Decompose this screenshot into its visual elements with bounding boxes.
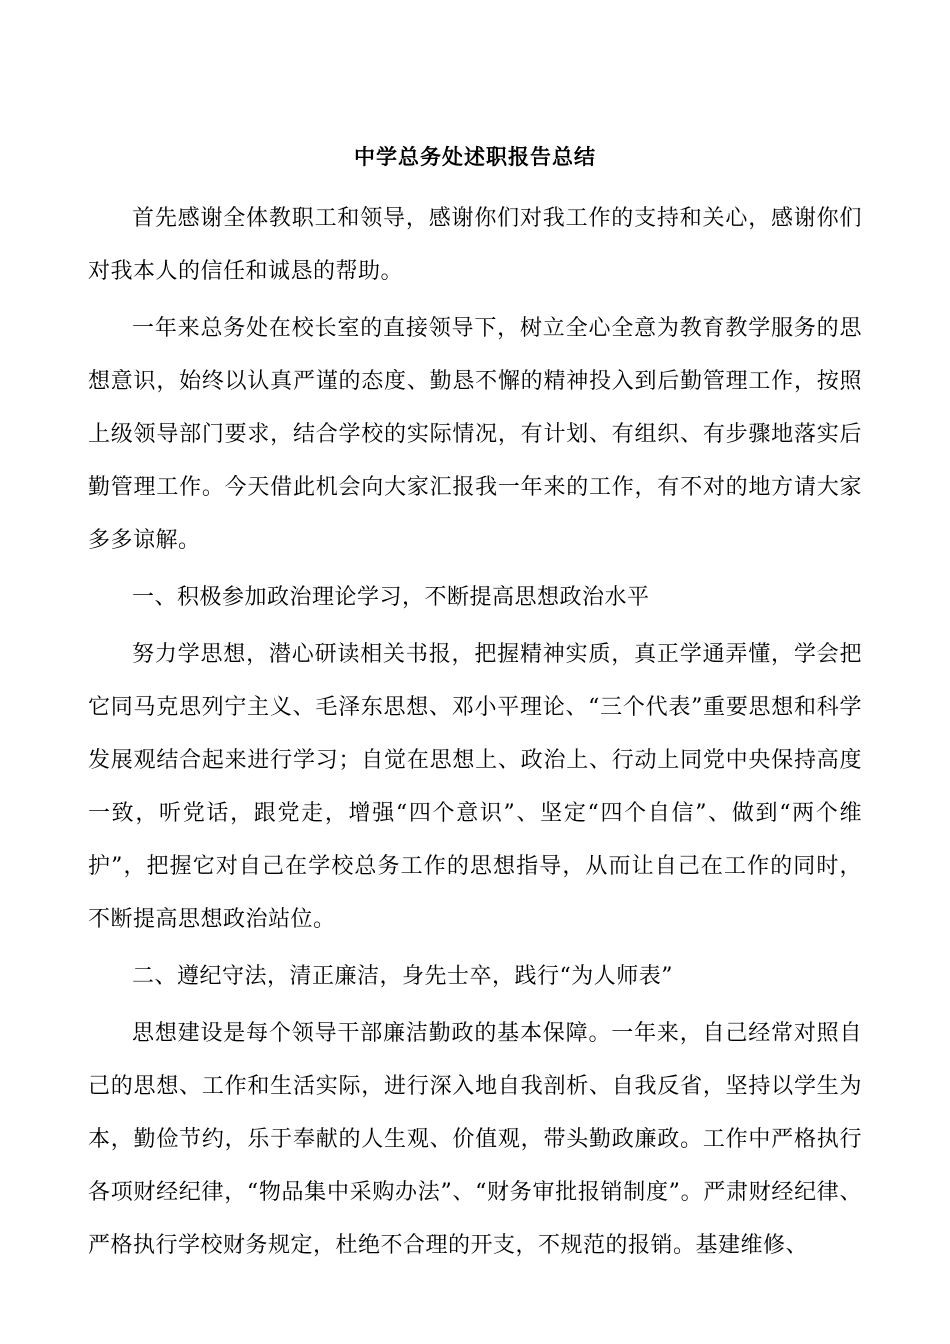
section-heading-2: 二、遵纪守法，清正廉洁，身先士卒，践行“为人师表” [132, 964, 673, 989]
section-2-paragraph: 思想建设是每个领导干部廉洁勤政的基本保障。一年来，自己经常对照自己的思想、工作和生活实际，进行深入地自我剖析、自我反省，坚持以学生为本，勤俭节约，乐于奉献的人生观、价值观，带头勤政廉政。工作中严格执行各项财经纪律，“物品集中采购办法”、“财务审批报销制度”。严肃财经纪律、严格执行学校财务规定，杜绝不合理的开支，不规范的报销。基建维修、 [88, 1021, 862, 1258]
document-title: 中学总务处述职报告总结 [354, 144, 596, 169]
overview-paragraph: 一年来总务处在校长室的直接领导下，树立全心全意为教育教学服务的思想意识，始终以认真严谨的态度、勤恳不懈的精神投入到后勤管理工作，按照上级领导部门要求，结合学校的实际情况，有计划、有组织、有步骤地落实后勤管理工作。今天借此机会向大家汇报我一年来的工作，有不对的地方请大家多多谅解。 [88, 316, 862, 553]
intro-paragraph: 首先感谢全体教职工和领导，感谢你们对我工作的支持和关心，感谢你们对我本人的信任和诚恳的帮助。 [88, 206, 862, 284]
section-heading-1: 一、积极参加政治理论学习，不断提高思想政治水平 [132, 585, 650, 610]
section-1-paragraph: 努力学思想，潜心研读相关书报，把握精神实质，真正学通弄懂，学会把它同马克思列宁主义、毛泽东思想、邓小平理论、“三个代表”重要思想和科学发展观结合起来进行学习；自觉在思想上、政治上、行动上同党中央保持高度一致，听党话，跟党走，增强“四个意识”、坚定“四个自信”、做到“两个维护”，把握它对自己在学校总务工作的思想指导，从而让自己在工作的同时，不断提高思想政治站位。 [88, 642, 862, 932]
